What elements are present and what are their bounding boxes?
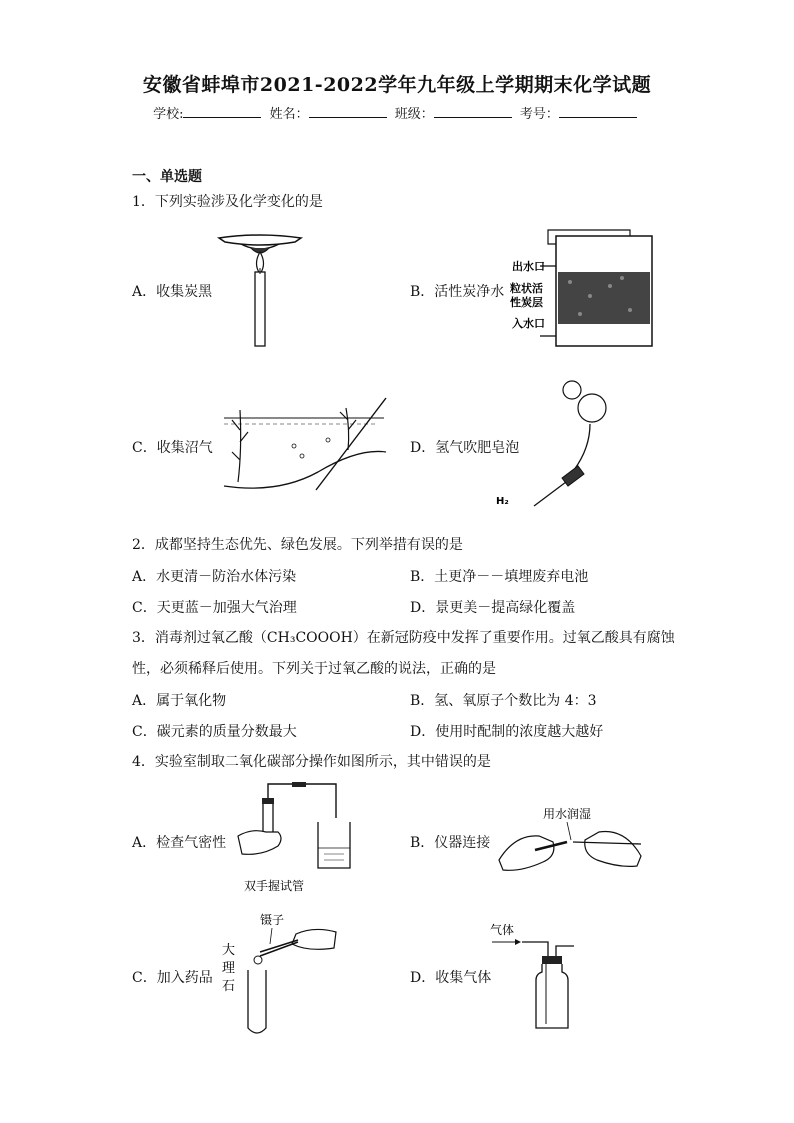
- tweezers-label: 镊子: [260, 913, 285, 927]
- q4-option-d[interactable]: D．收集气体: [410, 970, 492, 986]
- hand-icon: [238, 831, 281, 855]
- exam-no-blank[interactable]: [559, 105, 637, 118]
- tweezers: [260, 940, 298, 952]
- delivery-tube: [268, 784, 336, 818]
- q3-option-c[interactable]: C．碳元素的质量分数最大: [132, 724, 297, 740]
- class-label: 班级：: [394, 107, 434, 122]
- q3-option-d[interactable]: D．使用时配制的浓度越大越好: [410, 724, 604, 740]
- hydrogen-label: H₂: [496, 496, 509, 507]
- q1-option-d[interactable]: D．氢气吹肥皂泡: [410, 440, 520, 456]
- q4-figure-d-collect-gas: [490, 916, 590, 1032]
- q2-option-c[interactable]: C．天更蓝－加强大气治理: [132, 600, 297, 616]
- name-label: 姓名：: [269, 107, 309, 122]
- marble-label-1: 大: [222, 943, 236, 958]
- left-hand-icon: [499, 836, 554, 870]
- section-title: 一、单选题: [132, 169, 202, 185]
- q1-option-b[interactable]: B．活性炭净水: [410, 284, 505, 300]
- marble-label-2: 理: [222, 961, 236, 976]
- soap-bubble-small: [563, 381, 581, 399]
- carbon-label-1: 粒状活: [510, 282, 543, 295]
- q3-option-a[interactable]: A．属于氧化物: [132, 693, 227, 709]
- gas-bottle: [536, 964, 568, 1028]
- gas-label: 气体: [490, 923, 515, 937]
- candle: [255, 272, 265, 346]
- q4-option-b[interactable]: B．仪器连接: [410, 835, 491, 851]
- bottle-stopper: [542, 956, 562, 964]
- test-tube: [248, 970, 266, 1033]
- inlet-label: 入水口: [512, 317, 545, 330]
- student-info-line: [0, 103, 794, 122]
- q1-figure-a-soot-collection: [215, 228, 305, 350]
- marble-piece: [254, 956, 262, 964]
- q2-stem: 2．成都坚持生态优先、绿色发展。下列举措有误的是: [132, 537, 463, 553]
- q3-stem-line-1: 3．消毒剂过氧乙酸（CH₃COOOH）在新冠防疫中发挥了重要作用。过氧乙酸具有腐蚀: [132, 630, 675, 646]
- right-hand-icon: [585, 832, 641, 867]
- wet-with-water-caption: 用水润湿: [543, 807, 592, 821]
- evaporating-dish: [219, 235, 301, 245]
- q2-option-a[interactable]: A．水更清－防治水体污染: [132, 569, 297, 585]
- stopper: [262, 798, 274, 804]
- q1-figure-c-biogas-collection: [218, 390, 390, 500]
- q4-figure-a-airtightness-check: [232, 782, 360, 894]
- class-blank[interactable]: [434, 105, 512, 118]
- q1-figure-b-carbon-filter: [510, 226, 658, 352]
- page-title: 安徽省蚌埠市2021-2022学年九年级上学期期末化学试题: [142, 74, 652, 96]
- soap-bubble-large: [578, 394, 606, 422]
- marble-label-3: 石: [222, 979, 236, 994]
- q4-figure-c-add-reagent: [218, 910, 342, 1038]
- carbon-label-2: 性炭层: [510, 296, 543, 309]
- q3-option-b[interactable]: B．氢、氧原子个数比为 4：3: [410, 693, 597, 709]
- q4-option-c[interactable]: C．加入药品: [132, 970, 213, 986]
- q4-figure-b-connect-apparatus: [495, 800, 645, 878]
- q2-option-b[interactable]: B．土更净－－填埋废弃电池: [410, 569, 589, 585]
- beaker: [318, 822, 350, 868]
- stirring-stick: [316, 398, 386, 490]
- q1-option-c[interactable]: C．收集沼气: [132, 440, 213, 456]
- exam-no-label: 考号：: [519, 107, 559, 122]
- q4-stem: 4．实验室制取二氧化碳部分操作如图所示，其中错误的是: [132, 754, 491, 770]
- hand-icon: [292, 929, 336, 949]
- school-label: 学校:: [153, 107, 184, 122]
- name-blank[interactable]: [309, 105, 387, 118]
- outlet-label: 出水口: [512, 260, 545, 273]
- school-blank[interactable]: [183, 105, 261, 118]
- hold-tube-caption: 双手握试管: [244, 879, 305, 893]
- q1-figure-d-hydrogen-bubbles: [490, 378, 620, 518]
- carbon-layer: [558, 272, 650, 324]
- water-plant-icon: [232, 410, 248, 482]
- q1-stem: 1．下列实验涉及化学变化的是: [132, 194, 323, 210]
- q1-option-a[interactable]: A．收集炭黑: [132, 284, 213, 300]
- q2-option-d[interactable]: D．景更美－提高绿化覆盖: [410, 600, 576, 616]
- q4-option-a[interactable]: A．检查气密性: [132, 835, 227, 851]
- pond-bottom: [224, 451, 386, 488]
- q3-stem-line-2: 性，必须稀释后使用。下列关于过氧乙酸的说法，正确的是: [132, 661, 496, 677]
